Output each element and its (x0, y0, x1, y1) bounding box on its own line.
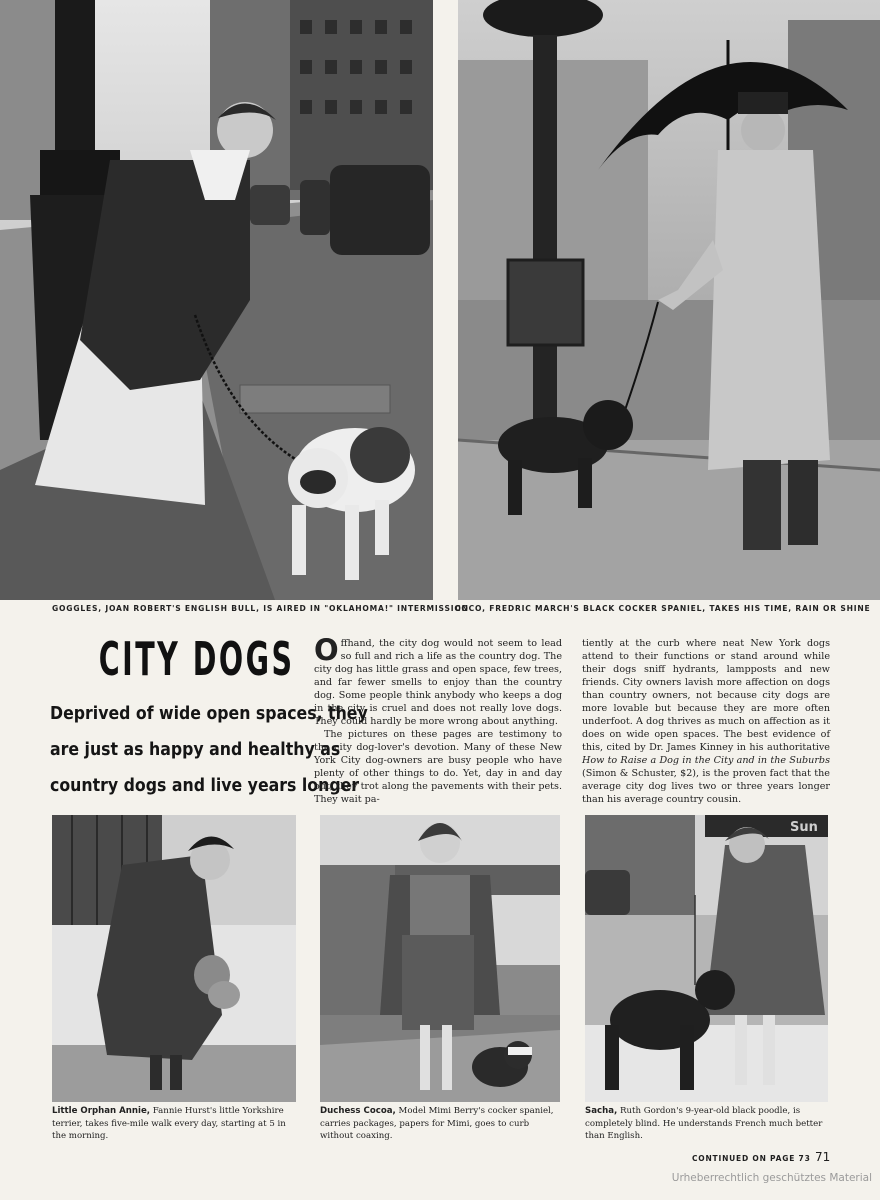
caption-name: Little Orphan Annie, (52, 1106, 151, 1116)
body-column-2 (582, 637, 830, 806)
caption-text: Fannie Hurst's little Yorkshire terrier, takes five-mile walk every day, starting at 5 in the morning. (52, 1106, 286, 1141)
photo-coco-spaniel (458, 0, 880, 600)
caption-little-orphan-annie (52, 1105, 296, 1143)
photo-sacha-poodle (585, 815, 828, 1102)
photo-little-orphan-annie (52, 815, 296, 1102)
caption-duchess-cocoa (320, 1105, 564, 1143)
deck-line-3: country dogs and live years longer (50, 776, 360, 796)
watermark: Urheberrechtlich geschütztes Material (671, 1172, 872, 1184)
body-column-1 (314, 633, 562, 806)
caption-coco: COCO, FREDRIC MARCH'S BLACK COCKER SPANIEL, TAKES HIS TIME, RAIN OR SHINE (455, 604, 871, 613)
caption-name: Sacha, (585, 1106, 618, 1116)
deck (50, 696, 368, 804)
caption-goggles: GOGGLES, JOAN ROBERT'S ENGLISH BULL, IS AIRED IN "OKLAHOMA!" INTERMISSION (52, 604, 469, 613)
body-paragraph-1 (314, 633, 562, 728)
body-p3-b: (Simon & Schuster, $2), is the proven fact that the average city dog lives two or three years longer than his average country cousin. (582, 768, 830, 805)
deck-line-1: Deprived of wide open spaces, they (50, 704, 368, 724)
book-title: How to Raise a Dog in the City and in the Suburbs (582, 755, 830, 766)
drop-cap: O (314, 633, 339, 667)
body-p3-a: tiently at the curb where neat New York dogs attend to their functions or stand around while their dogs sniff hydrants, lampposts and new friends. City owners lavish more affection on dogs than country owners, not because city dogs are more lovable but because they are more often underfoot. A dog thrives as much on affection as it does on wide open spaces. The best evidence of this, cited by Dr. James Kinney in his authoritative (582, 638, 830, 753)
caption-text: Model Mimi Berry's cocker spaniel, carries packages, papers for Mimi, goes to curb without coaxing. (320, 1106, 554, 1141)
caption-sacha (585, 1105, 829, 1143)
sign-text: Sun (790, 820, 818, 835)
photo-goggles-bulldog (0, 0, 433, 600)
caption-text: Ruth Gordon's 9-year-old black poodle, is completely blind. He understands French much better than English. (585, 1106, 823, 1141)
page-number: 71 (815, 1150, 831, 1164)
body-paragraph-3 (582, 637, 830, 806)
body-p1-text: ffhand, the city dog would not seem to lead so full and rich a life as the country dog. The city dog has little grass and open space, few trees, and far fewer smells to enjoy than the country dog. Some people think anybody who keeps a dog in the city is cruel and does not really love dogs. They could hardly be more wrong about anything. (314, 638, 562, 727)
continued-on-page: CONTINUED ON PAGE 73 (692, 1154, 811, 1163)
photo-duchess-cocoa (320, 815, 560, 1102)
headline: CITY DOGS (98, 632, 295, 686)
body-paragraph-2: The pictures on these pages are testimony to the city dog-lover's devotion. Many of these New York City dog-owners are busy people who have plenty of other things to do. Yet, day in and day out, they trot along the pavements with their pets. They wait pa- (314, 729, 562, 805)
caption-name: Duchess Cocoa, (320, 1106, 396, 1116)
deck-line-2: are just as happy and healthy as (50, 740, 341, 760)
